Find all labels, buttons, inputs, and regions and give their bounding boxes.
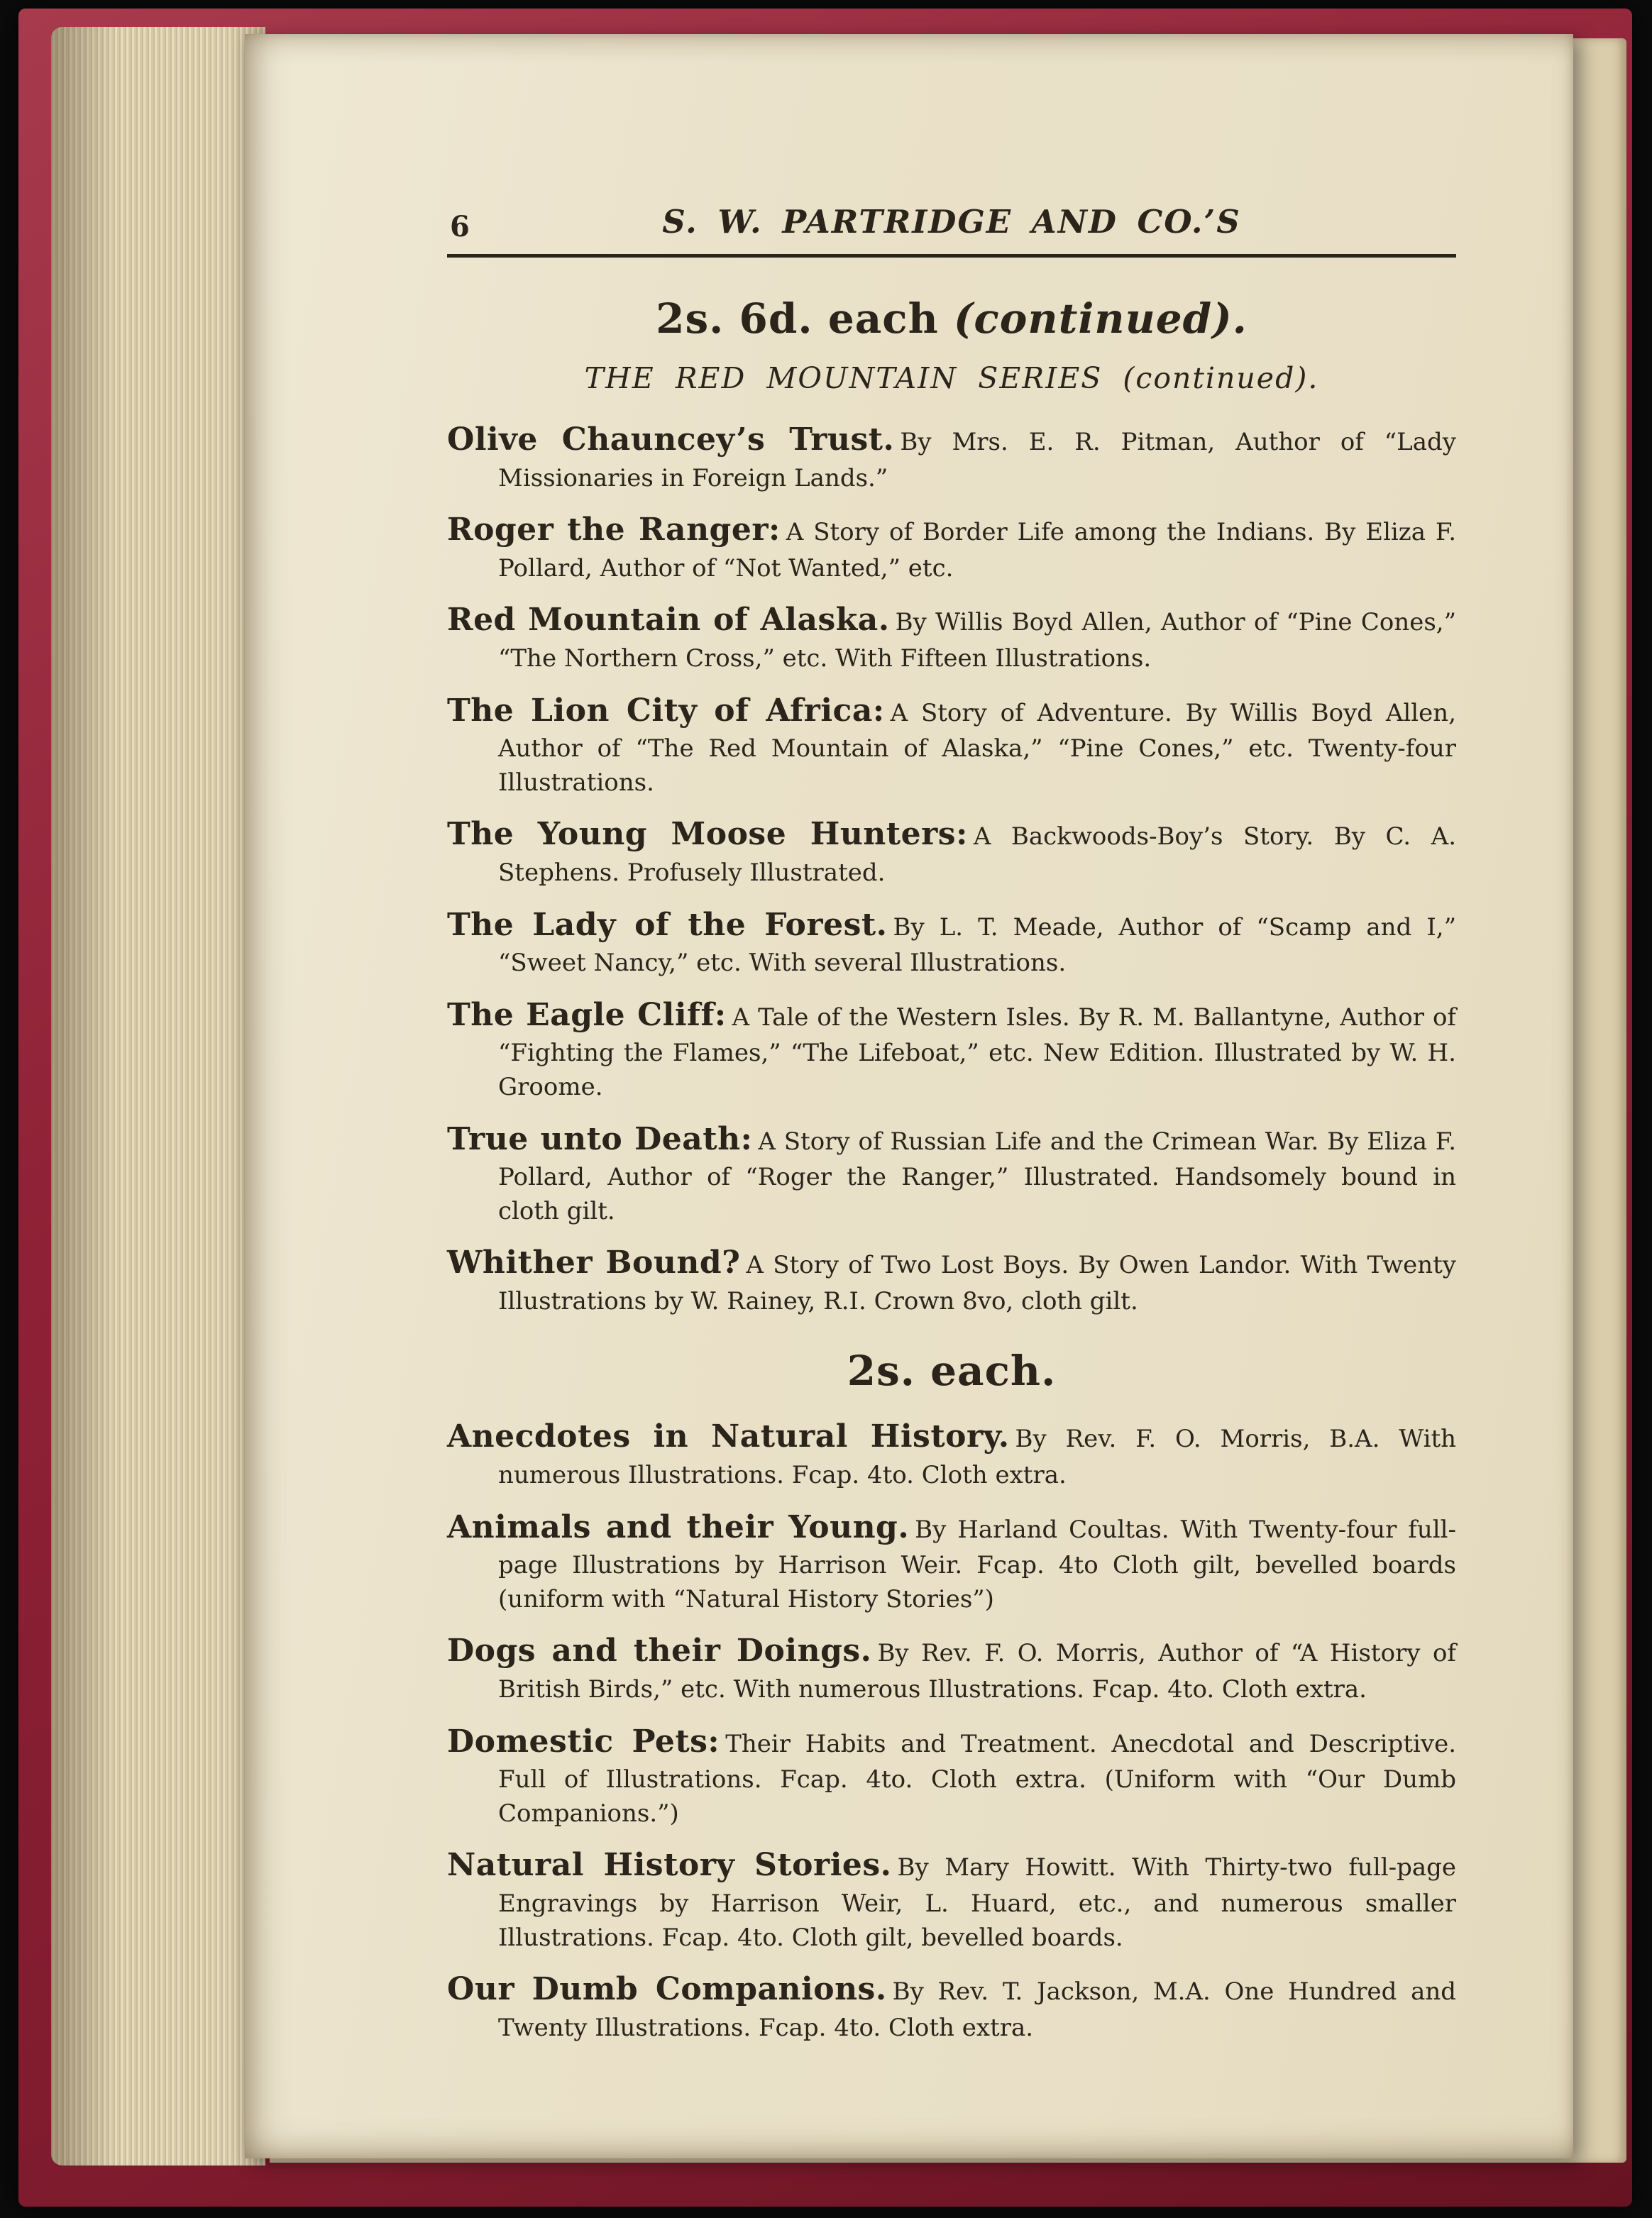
catalog-entry xyxy=(447,812,1456,890)
page-header xyxy=(447,203,1456,244)
entry-body: By Rev. F. O. Morris, Author of “A History of British Birds,” etc. With numerous Illustrations. Fcap. 4to. Cloth extra. xyxy=(498,1639,1456,1704)
header-rule xyxy=(447,254,1456,258)
entry-body: By Harland Coultas. With Twenty-four full-page Illustrations by Harrison Weir. Fcap. 4to Cloth gilt, bevelled boards (uniform with “Natural History Stories”) xyxy=(498,1515,1457,1613)
catalog-entry xyxy=(447,689,1456,800)
catalog-entry xyxy=(447,598,1456,675)
section-price: 2s. 6d. each xyxy=(656,294,954,343)
entry-body: By Rev. T. Jackson, M.A. One Hundred and Twenty Illustrations. Fcap. 4to. Cloth extra. xyxy=(498,1977,1456,2042)
page-edges-stack xyxy=(51,27,265,2165)
catalog-entry xyxy=(447,1720,1456,1831)
entry-title: Whither Bound? xyxy=(447,1245,741,1281)
catalog-entry xyxy=(447,903,1456,981)
entry-body: A Story of Border Life among the Indians. By Eliza F. Pollard, Author of “Not Wanted,” etc. xyxy=(498,518,1456,583)
catalog-entry xyxy=(447,993,1456,1105)
catalog-entry xyxy=(447,1415,1456,1492)
section-heading-2s xyxy=(447,1347,1456,1395)
catalog-entry xyxy=(447,418,1456,495)
section-continued: (continued). xyxy=(953,294,1248,343)
running-header: S. W. PARTRIDGE AND CO.’S xyxy=(662,203,1241,241)
entry-title: Our Dumb Companions. xyxy=(447,1971,887,2008)
catalog-entry xyxy=(447,1506,1456,1617)
entry-title: The Young Moose Hunters: xyxy=(447,816,968,853)
entry-title: Dogs and their Doings. xyxy=(447,1633,872,1670)
entry-body: Their Habits and Treatment. Anecdotal and Descriptive. Full of Illustrations. Fcap. 4to. Cloth extra. (Uniform with “Our Dumb Companions.”) xyxy=(498,1729,1456,1828)
catalog-entry xyxy=(447,1843,1456,1955)
catalog-entry xyxy=(447,1968,1456,2045)
section-price: 2s. each. xyxy=(847,1347,1057,1396)
entry-title: True unto Death: xyxy=(447,1120,753,1157)
entry-title: The Lady of the Forest. xyxy=(447,906,888,943)
entry-title: Animals and their Young. xyxy=(447,1508,910,1545)
series-subheading: THE RED MOUNTAIN SERIES (continued). xyxy=(584,361,1319,395)
entry-body: By Mary Howitt. With Thirty-two full-page Engravings by Harrison Weir, L. Huard, etc., and numerous smaller Illustrations. Fcap. 4to. Cloth gilt, bevelled boards. xyxy=(498,1853,1456,1952)
section-heading-2s6d xyxy=(447,294,1456,343)
catalog-entry xyxy=(447,508,1456,585)
entry-body: By Mrs. E. R. Pitman, Author of “Lady Missionaries in Foreign Lands.” xyxy=(498,428,1457,492)
entry-title: The Lion City of Africa: xyxy=(447,692,885,729)
entry-body: A Tale of the Western Isles. By R. M. Ballantyne, Author of “Fighting the Flames,” “The Lifeboat,” etc. New Edition. Illustrated by W. H. Groome. xyxy=(498,1003,1456,1101)
section-2s-entries xyxy=(447,1415,1456,2045)
entry-title: Domestic Pets: xyxy=(447,1723,720,1760)
entry-body: By L. T. Meade, Author of “Scamp and I,” “Sweet Nancy,” etc. With several Illustrations. xyxy=(498,912,1456,978)
entry-title: Roger the Ranger: xyxy=(447,512,781,548)
catalog-entry xyxy=(447,1241,1456,1318)
entry-body: By Willis Boyd Allen, Author of “Pine Cones,” “The Northern Cross,” etc. With Fifteen Illustrations. xyxy=(498,608,1456,673)
entry-body: By Rev. F. O. Morris, B.A. With numerous Illustrations. Fcap. 4to. Cloth extra. xyxy=(498,1425,1457,1490)
entry-body: A Story of Russian Life and the Crimean War. By Eliza F. Pollard, Author of “Roger the Ranger,” Illustrated. Handsomely bound in cloth gilt. xyxy=(498,1127,1457,1225)
page-number: 6 xyxy=(450,210,470,243)
entry-title: The Eagle Cliff: xyxy=(447,996,727,1033)
catalog-entry xyxy=(447,1118,1456,1229)
entry-title: Olive Chauncey’s Trust. xyxy=(447,421,895,458)
entry-body: A Story of Adventure. By Willis Boyd Allen, Author of “The Red Mountain of Alaska,” “Pine Cones,” etc. Twenty-four Illustrations. xyxy=(498,698,1456,797)
entry-body: A Backwoods-Boy’s Story. By C. A. Stephens. Profusely Illustrated. xyxy=(498,822,1457,887)
catalog-entry xyxy=(447,1629,1456,1706)
entry-title: Natural History Stories. xyxy=(447,1847,892,1884)
entry-title: Red Mountain of Alaska. xyxy=(447,602,890,639)
entry-title: Anecdotes in Natural History. xyxy=(447,1418,1010,1455)
section-2s6d-entries xyxy=(447,418,1456,1318)
book-page xyxy=(245,34,1573,2158)
entry-body: A Story of Two Lost Boys. By Owen Landor. With Twenty Illustrations by W. Rainey, R.I. Crown 8vo, cloth gilt. xyxy=(498,1251,1457,1315)
